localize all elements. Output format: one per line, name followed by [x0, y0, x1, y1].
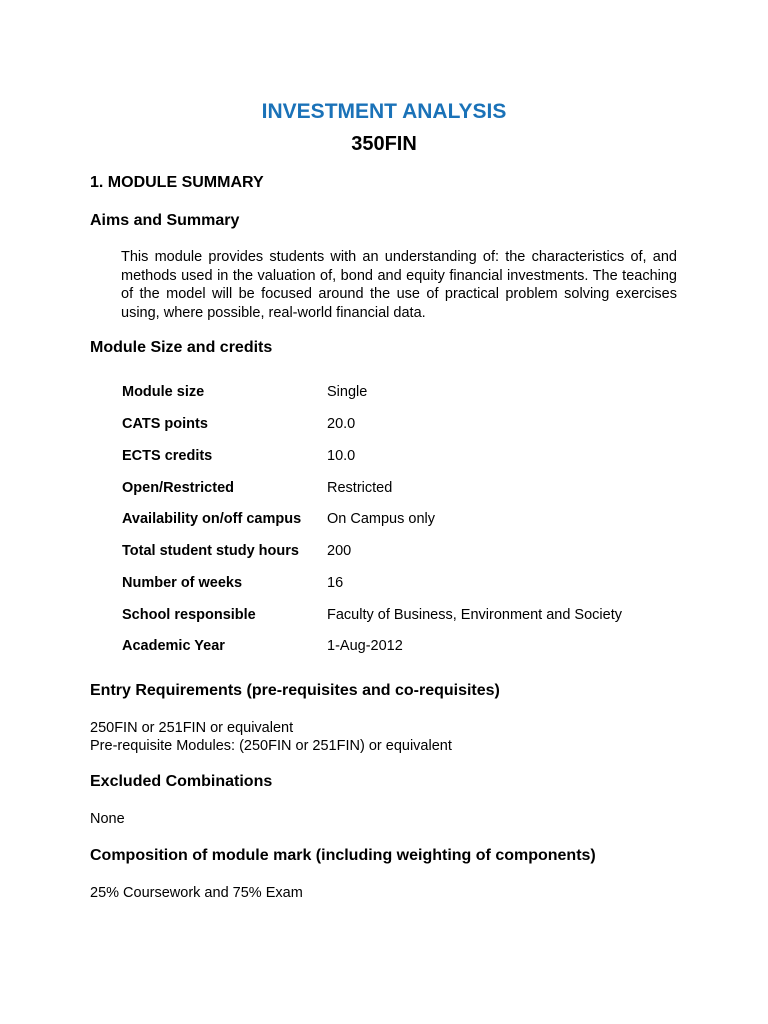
- entry-line: 250FIN or 251FIN or equivalent: [90, 720, 294, 736]
- size-row-label: CATS points: [122, 416, 208, 432]
- size-row-label: Total student study hours: [122, 543, 299, 559]
- size-row: [122, 636, 682, 656]
- size-row-value: 200: [327, 543, 352, 559]
- size-row-label: ECTS credits: [122, 448, 213, 464]
- aims-heading: Aims and Summary: [90, 212, 240, 229]
- aims-paragraph: This module provides students with an understanding of: the characteristics of, and methods used in the valuation of, bond and equity financial investments. The teaching of the model will be focused around the use of practical problem solving exercises using, where possible, real-world financial data.: [121, 249, 677, 321]
- size-row: [122, 382, 682, 402]
- size-row-value: Restricted: [327, 480, 393, 496]
- module-code: 350FIN: [351, 133, 417, 155]
- size-row-value: Faculty of Business, Environment and Society: [327, 607, 622, 623]
- size-row-label: School responsible: [122, 607, 256, 623]
- size-row-value: 16: [327, 575, 344, 591]
- entry-heading: Entry Requirements (pre-requisites and co-requisites): [90, 682, 500, 699]
- size-row: [122, 573, 682, 593]
- composition-text: 25% Coursework and 75% Exam: [90, 885, 303, 901]
- size-row: [122, 478, 682, 498]
- size-row-label: Open/Restricted: [122, 480, 234, 496]
- size-row: [122, 541, 682, 561]
- size-row-value: 10.0: [327, 448, 356, 464]
- excluded-text: None: [90, 811, 125, 827]
- size-row-label: Academic Year: [122, 638, 225, 654]
- size-row: [122, 509, 682, 529]
- size-heading: Module Size and credits: [90, 339, 273, 356]
- size-row: [122, 446, 682, 466]
- size-row-label: Module size: [122, 384, 205, 400]
- excluded-heading: Excluded Combinations: [90, 773, 273, 790]
- composition-heading: Composition of module mark (including weighting of components): [90, 847, 596, 864]
- size-row-value: 20.0: [327, 416, 356, 432]
- size-row: [122, 605, 682, 625]
- size-row: [122, 414, 682, 434]
- size-row-value: Single: [327, 384, 368, 400]
- size-row-label: Number of weeks: [122, 575, 243, 591]
- size-row-value: 1-Aug-2012: [327, 638, 403, 654]
- size-row-label: Availability on/off campus: [122, 511, 302, 527]
- section-heading-module-summary: 1. MODULE SUMMARY: [90, 174, 264, 191]
- module-title: INVESTMENT ANALYSIS: [261, 100, 507, 123]
- size-row-value: On Campus only: [327, 511, 435, 527]
- entry-line: Pre-requisite Modules: (250FIN or 251FIN) or equivalent: [90, 738, 452, 754]
